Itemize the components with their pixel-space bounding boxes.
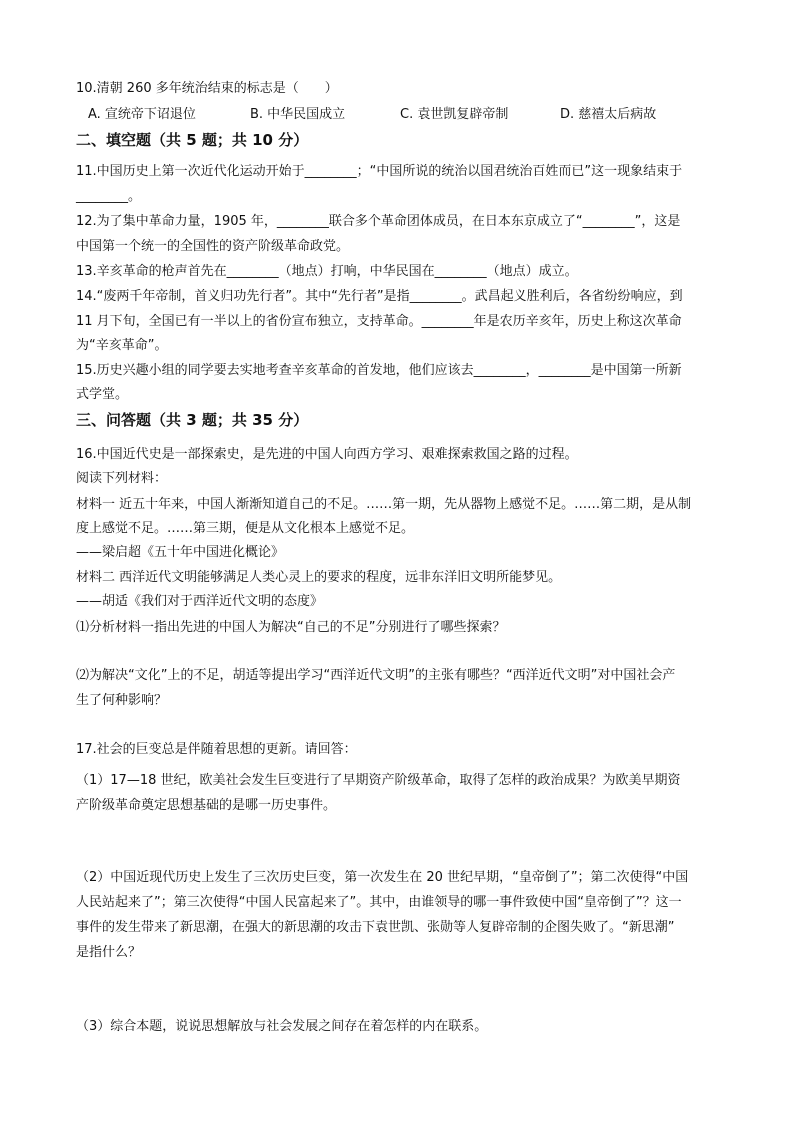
fill-line: 13.辛亥革命的枪声首先在________（地点）打响，中华民国在________（地点）成立。 bbox=[76, 264, 578, 279]
option-c: C. 袁世凯复辟帝制 bbox=[400, 107, 509, 122]
q16b-line: ⑵为解决“文化”上的不足，胡适等提出学习“西洋近代文明”的主张有哪些？“西洋近代文明”对中国社会产 bbox=[76, 668, 676, 683]
fill-line: 11 月下旬，全国已有一半以上的省份宣布独立，支持革命。________年是农历辛亥年，历史上称这次革命 bbox=[76, 314, 682, 329]
q17b-line: 人民站起来了”；第三次使得“中国人民富起来了”。其中，由谁领导的哪一事件致使中国“皇帝倒了”？这一 bbox=[76, 895, 682, 910]
section-2-heading: 二、填空题（共 5 题；共 10 分） bbox=[76, 131, 309, 149]
fill-line: 12.为了集中革命力量，1905 年，________联合多个革命团体成员，在日本东京成立了“________”，这是 bbox=[76, 214, 681, 229]
fill-line: ________。 bbox=[76, 189, 142, 204]
q17c-line: （3）综合本题，说说思想解放与社会发展之间存在着怎样的内在联系。 bbox=[76, 1019, 488, 1034]
q16-line: ——胡适《我们对于西洋近代文明的态度》 bbox=[76, 594, 324, 609]
fill-line: 为“辛亥革命”。 bbox=[76, 338, 168, 353]
fill-line: 14.“废两千年帝制，首义归功先行者”。其中“先行者”是指________。武昌起义胜利后，各省纷纷响应，到 bbox=[76, 289, 683, 304]
q16-line: 阅读下列材料： bbox=[76, 471, 168, 486]
q16-line: 度上感觉不足。……第三期，便是从文化根本上感觉不足。 bbox=[76, 521, 415, 536]
fill-line: 11.中国历史上第一次近代化运动开始于________；“中国所说的统治以国君统治百姓而已”这一现象结束于 bbox=[76, 164, 683, 179]
q17-line: 产阶级革命奠定思想基础的是哪一历史事件。 bbox=[76, 798, 337, 813]
q17b-line: 事件的发生带来了新思潮，在强大的新思潮的攻击下袁世凯、张勋等人复辟帝制的企图失败了。“新思潮” bbox=[76, 920, 675, 935]
option-a: A. 宣统帝下诏退位 bbox=[88, 107, 196, 122]
q17b-line: 是指什么？ bbox=[76, 945, 142, 960]
option-b: B. 中华民国成立 bbox=[250, 107, 346, 122]
q17b-line: （2）中国近现代历史上发生了三次历史巨变，第一次发生在 20 世纪早期，“皇帝倒了”；第二次使得“中国 bbox=[76, 870, 689, 885]
option-d: D. 慈禧太后病故 bbox=[560, 107, 657, 122]
q16-line: 16.中国近代史是一部探索史，是先进的中国人向西方学习、艰难探索救国之路的过程。 bbox=[76, 447, 578, 462]
q16-line: ⑴分析材料一指出先进的中国人为解决“自己的不足”分别进行了哪些探索？ bbox=[76, 620, 506, 635]
q16b-line: 生了何种影响？ bbox=[76, 693, 168, 708]
section-3-heading: 三、问答题（共 3 题；共 35 分） bbox=[76, 411, 309, 429]
q16-line: ——梁启超《五十年中国进化概论》 bbox=[76, 545, 285, 560]
q16-line: 材料一 近五十年来，中国人渐渐知道自己的不足。……第一期，先从器物上感觉不足。……第二期，是从制 bbox=[76, 497, 692, 512]
q16-line: 材料二 西洋近代文明能够满足人类心灵上的要求的程度，远非东洋旧文明所能梦见。 bbox=[76, 570, 562, 585]
fill-line: 15.历史兴趣小组的同学要去实地考查辛亥革命的首发地，他们应该去________，________是中国第一所新 bbox=[76, 363, 682, 378]
fill-line: 中国第一个统一的全国性的资产阶级革命政党。 bbox=[76, 239, 350, 254]
fill-line: 式学堂。 bbox=[76, 387, 129, 402]
q17-line: 17.社会的巨变总是伴随着思想的更新。请回答： bbox=[76, 742, 357, 757]
question-10-stem: 10.清朝 260 多年统治结束的标志是（ ） bbox=[76, 81, 338, 96]
q17-line: （1）17—18 世纪，欧美社会发生巨变进行了早期资产阶级革命，取得了怎样的政治成果？为欧美早期资 bbox=[76, 773, 681, 788]
